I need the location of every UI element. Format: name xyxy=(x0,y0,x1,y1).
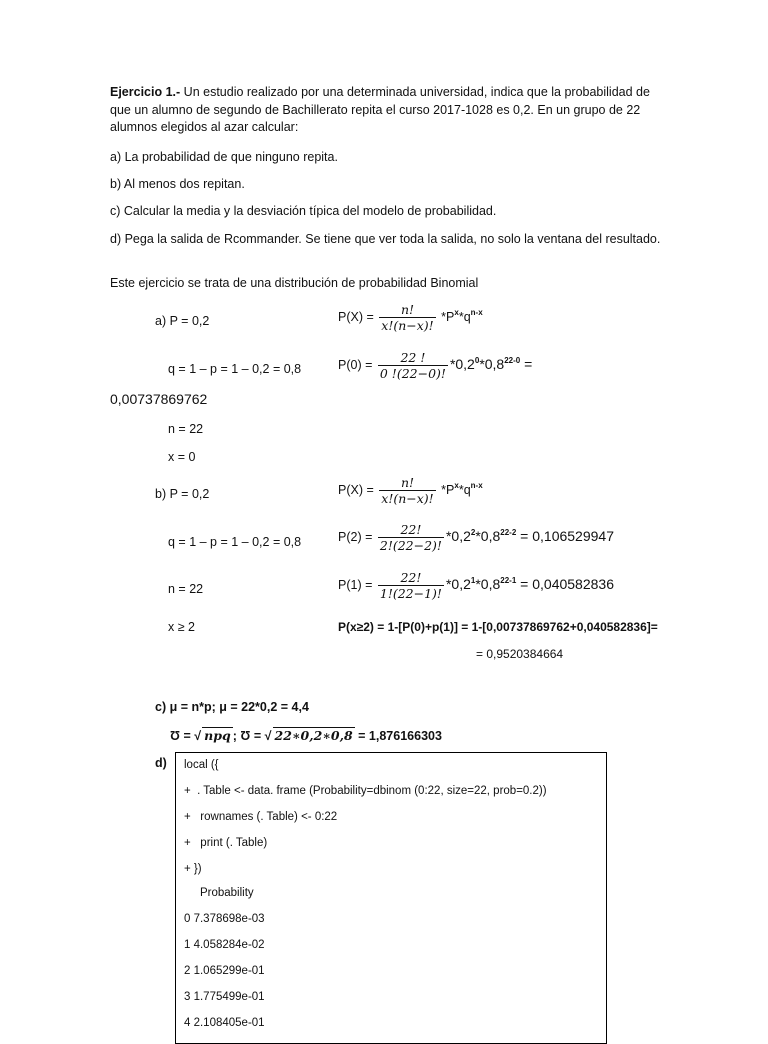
a-n-value: n = 22 xyxy=(168,422,204,436)
p0-sup1: 0 xyxy=(474,355,480,365)
formula-fraction xyxy=(379,302,435,333)
sigma-sep: ; Ʊ = xyxy=(232,729,265,743)
a-q-value: q = 1 – p = 1 – 0,2 = 0,8 xyxy=(168,362,302,376)
formula-mid: *q xyxy=(458,309,471,324)
code-line: 0 7.378698e-03 xyxy=(184,913,265,925)
p1-fraction xyxy=(378,570,444,601)
p1-lhs: P(1) = xyxy=(338,577,373,592)
code-line: + }) xyxy=(184,863,202,875)
b-pge-line: P(x≥2) = 1-[P(0)+p(1)] = 1-[0,00737869762+0,040582836]= xyxy=(338,620,658,634)
p0-sup2: 22-0 xyxy=(504,355,521,365)
p2-num: 22! xyxy=(378,522,444,538)
code-line: local ({ xyxy=(184,759,219,771)
question-b: b) Al menos dos repitan. xyxy=(110,177,245,191)
statement: Este ejercicio se trata de una distribución de probabilidad Binomial xyxy=(110,276,479,290)
p1-sup1: 1 xyxy=(470,575,476,585)
p1-tail1: *0,2 xyxy=(445,575,471,592)
p0-num: 22 ! xyxy=(378,350,448,366)
b-p1-formula xyxy=(338,570,614,601)
sigma-sqrt2: 22∗0,2∗0,8 xyxy=(274,728,353,743)
p0-tail2: *0,8 xyxy=(479,355,505,372)
p2-sup1: 2 xyxy=(470,527,476,537)
formula-tail: *P xyxy=(437,309,455,324)
code-line: + rownames (. Table) <- 0:22 xyxy=(184,811,338,823)
p0-fraction xyxy=(378,350,448,381)
a-p-value: a) P = 0,2 xyxy=(155,314,210,328)
formula-sup-nx: n-x xyxy=(470,480,483,490)
c-mean-line: c) μ = n*p; μ = 22*0,2 = 4,4 xyxy=(155,700,309,714)
code-line: 2 1.065299e-01 xyxy=(184,965,265,977)
p0-eq: = xyxy=(520,355,533,372)
c-sigma-line: Ʊ = √ npq ; Ʊ = √ 22∗0,2∗0,8 = 1,876166303 xyxy=(170,728,442,743)
code-line: 4 2.108405e-01 xyxy=(184,1017,265,1029)
p2-lhs: P(2) = xyxy=(338,529,373,544)
p0-lhs: P(0) = xyxy=(338,357,373,372)
question-a: a) La probabilidad de que ninguno repita. xyxy=(110,150,338,164)
formula-lhs: P(X) = xyxy=(338,482,374,497)
r-output-box xyxy=(175,752,607,1044)
p2-sup2: 22-2 xyxy=(500,527,517,537)
code-line: 3 1.775499e-01 xyxy=(184,991,265,1003)
exercise-text: Un estudio realizado por una determinada universidad, indica que la probabilidad de que un alumno de segundo de Bachillerato repita el curso 2017-1028 es 0,2. En un grupo de 22 alumnos elegidos al azar calcular: xyxy=(110,85,650,134)
formula-den: x!(n−x)! xyxy=(381,491,434,506)
p0-den: 0 !(22−0)! xyxy=(379,366,446,381)
exercise-label: Ejercicio 1.- xyxy=(110,85,181,99)
formula-sup-nx: n-x xyxy=(470,307,483,317)
sigma-sqrt1: npq xyxy=(204,728,231,743)
b-x-value: x ≥ 2 xyxy=(168,620,196,634)
formula-fraction xyxy=(379,475,435,506)
p0-tail1: *0,2 xyxy=(449,355,475,372)
formula-lhs: P(X) = xyxy=(338,309,374,324)
formula-tail: *P xyxy=(437,482,455,497)
b-binomial-formula xyxy=(338,475,483,506)
exercise-intro xyxy=(110,84,670,137)
a-binomial-formula xyxy=(338,302,483,333)
b-n-value: n = 22 xyxy=(168,582,204,596)
p2-tail2: *0,8 xyxy=(475,527,501,544)
code-line: + . Table <- data. frame (Probability=dbinom (0:22, size=22, prob=0.2)) xyxy=(184,785,547,797)
p1-sup2: 22-1 xyxy=(500,575,517,585)
p1-den: 1!(22−1)! xyxy=(379,586,442,601)
code-line: 1 4.058284e-02 xyxy=(184,939,265,951)
formula-num: n! xyxy=(379,475,435,491)
a-p0-formula xyxy=(338,350,532,381)
formula-sup-x: x xyxy=(454,480,459,490)
formula-num: n! xyxy=(379,302,435,318)
sigma-lhs: Ʊ = xyxy=(170,729,195,743)
p1-tail2: *0,8 xyxy=(475,575,501,592)
p1-result: = 0,040582836 xyxy=(516,575,614,592)
d-label: d) xyxy=(155,756,167,770)
question-d: d) Pega la salida de Rcommander. Se tiene que ver toda la salida, no solo la ventana del resultado. xyxy=(110,232,661,246)
a-x-value: x = 0 xyxy=(168,450,196,464)
question-c: c) Calcular la media y la desviación típica del modelo de probabilidad. xyxy=(110,204,497,218)
p2-fraction xyxy=(378,522,444,553)
b-q-value: q = 1 – p = 1 – 0,2 = 0,8 xyxy=(168,535,302,549)
formula-mid: *q xyxy=(458,482,471,497)
b-p-value: b) P = 0,2 xyxy=(155,487,210,501)
p2-den: 2!(22−2)! xyxy=(379,538,442,553)
p1-num: 22! xyxy=(378,570,444,586)
sigma-result: = 1,876166303 xyxy=(354,729,442,743)
b-pge-result: = 0,9520384664 xyxy=(476,647,564,661)
a-p0-result: 0,00737869762 xyxy=(110,391,208,407)
p2-tail1: *0,2 xyxy=(445,527,471,544)
formula-sup-x: x xyxy=(454,307,459,317)
p2-result: = 0,106529947 xyxy=(516,527,614,544)
code-line: + print (. Table) xyxy=(184,837,268,849)
code-line: Probability xyxy=(184,887,254,899)
b-p2-formula xyxy=(338,522,614,553)
formula-den: x!(n−x)! xyxy=(381,318,434,333)
